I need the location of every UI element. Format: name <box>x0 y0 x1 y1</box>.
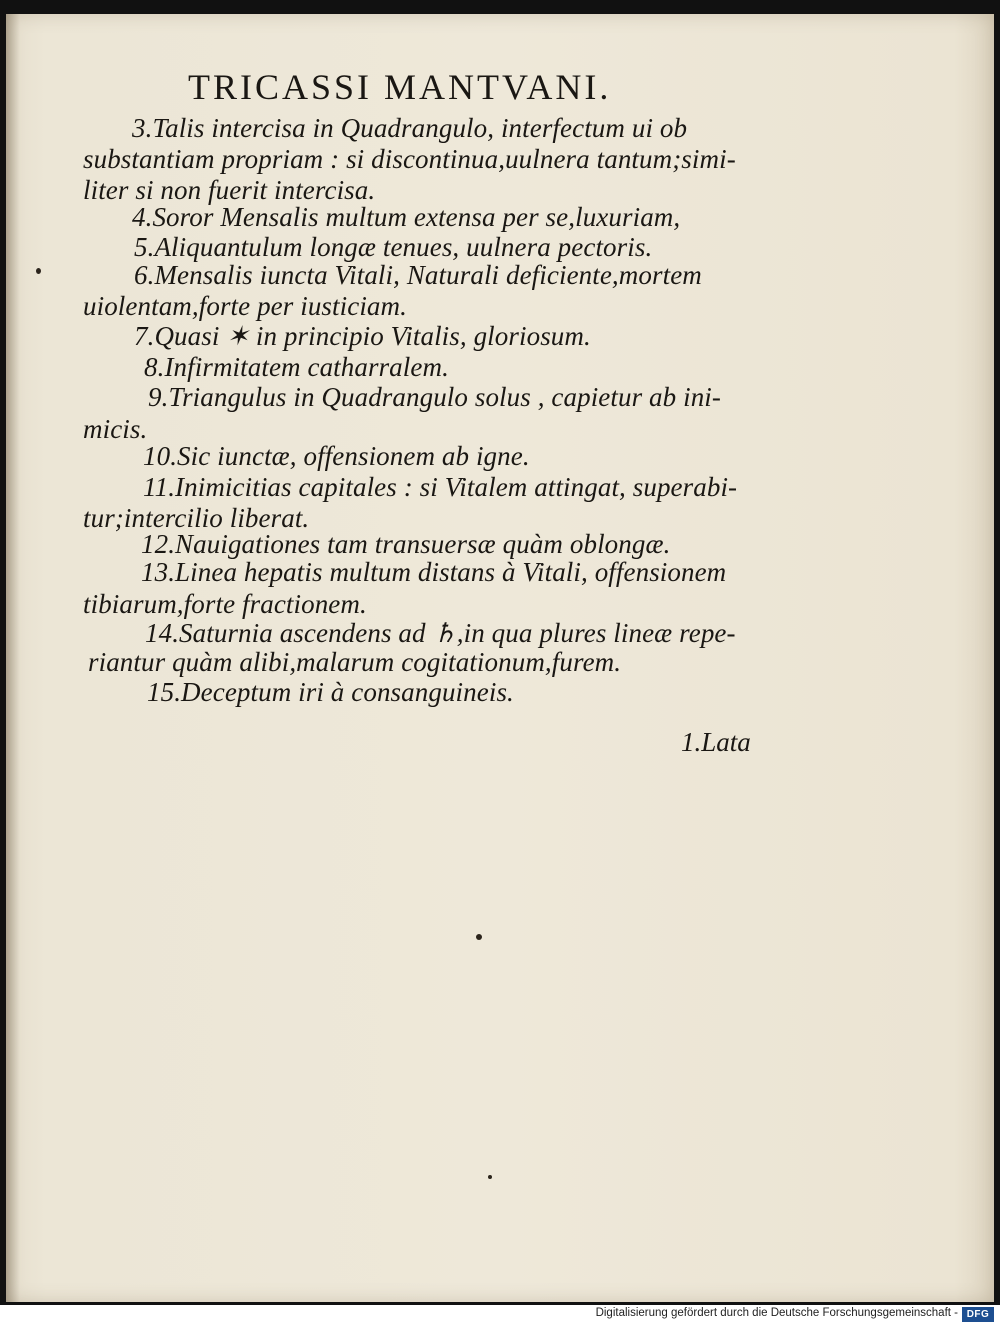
spine-shadow <box>6 14 20 1302</box>
running-head: TRICASSI MANTVANI. <box>188 67 612 107</box>
catchword: 1.Lata <box>681 727 751 757</box>
text-line: riantur quàm alibi,malarum cogitationum,furem. <box>88 647 622 677</box>
text-line: 6.Mensalis iuncta Vitali, Naturali deficiente,mortem <box>134 260 702 290</box>
text-line: micis. <box>83 414 148 444</box>
text-line: 10.Sic iunctæ, offensionem ab igne. <box>143 441 530 471</box>
footer-credit: Digitalisierung gefördert durch die Deutsche Forschungsgemeinschaft - <box>595 1307 958 1319</box>
paper-speck <box>488 1175 492 1179</box>
text-line: 9.Triangulus in Quadrangulo solus , capietur ab ini- <box>148 382 721 412</box>
text-line: tibiarum,forte fractionem. <box>83 589 367 619</box>
text-line: 5.Aliquantulum longæ tenues, uulnera pectoris. <box>134 232 653 262</box>
text-line: substantiam propriam : si discontinua,uulnera tantum;simi- <box>83 144 736 174</box>
text-line: 11.Inimicitias capitales : si Vitalem attingat, superabi- <box>143 472 738 502</box>
text-line: 3.Talis intercisa in Quadrangulo, interfectum ui ob <box>132 113 688 143</box>
text-line: liter si non fuerit intercisa. <box>83 175 376 205</box>
text-line: 8.Infirmitatem catharralem. <box>144 352 449 382</box>
text-line: 4.Soror Mensalis multum extensa per se,luxuriam, <box>132 202 681 232</box>
dfg-logo: DFG <box>962 1307 994 1322</box>
text-line: 14.Saturnia ascendens ad ♄,in qua plures lineæ repe- <box>145 618 736 648</box>
text-line: 7.Quasi ✶ in principio Vitalis, gloriosum. <box>134 321 591 351</box>
text-line: 12.Nauigationes tam transuersæ quàm oblongæ. <box>141 529 671 559</box>
text-line: uiolentam,forte per iusticiam. <box>83 291 407 321</box>
paper-speck <box>36 268 41 274</box>
text-line: 13.Linea hepatis multum distans à Vitali, offensionem <box>141 557 727 587</box>
paper-speck <box>476 934 482 940</box>
text-line: 15.Deceptum iri à consanguineis. <box>147 677 514 707</box>
text-line: tur;intercilio liberat. <box>83 503 310 533</box>
